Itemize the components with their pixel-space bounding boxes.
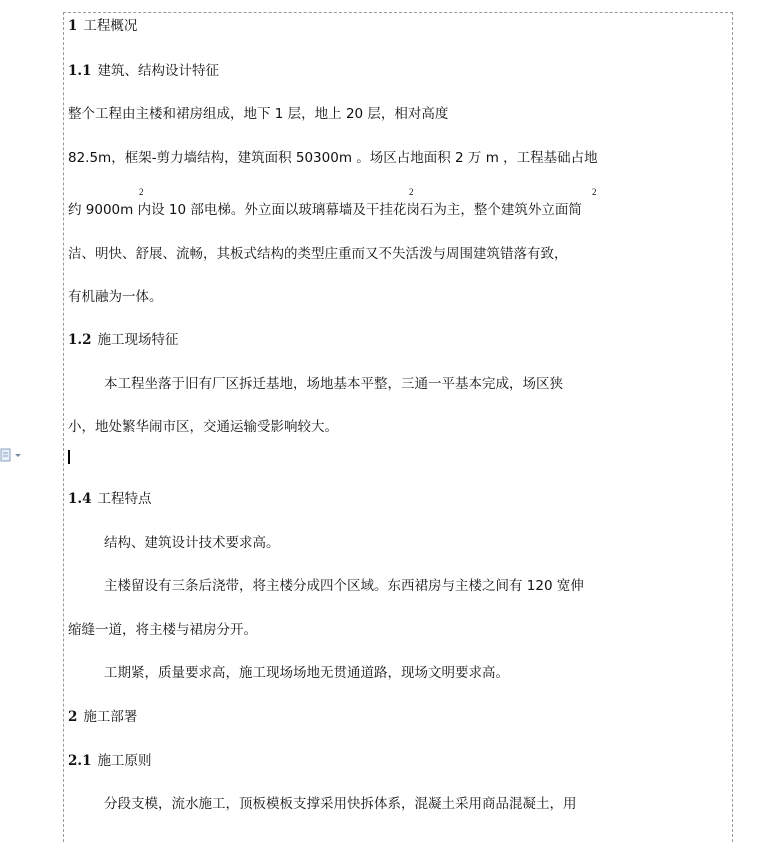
heading-number: 1.2	[68, 332, 92, 348]
paragraph-line: 洁、明快、舒展、流畅，其板式结构的类型庄重而又不失活泼与周围建筑错落有致，	[68, 246, 568, 262]
heading-number: 2	[68, 709, 78, 725]
heading-number: 1.1	[68, 63, 92, 79]
heading-number: 1.4	[68, 491, 92, 507]
paragraph-line: 缩缝一道，将主楼与裙房分开。	[68, 622, 257, 638]
paragraph-line: 工期紧，质量要求高，施工现场场地无贯通道路，现场文明要求高。	[104, 665, 509, 681]
heading-text: 施工原则	[97, 753, 152, 769]
heading-text: 建筑、结构设计特征	[97, 63, 219, 79]
superscript: 2	[592, 187, 597, 197]
paste-options-icon[interactable]	[0, 447, 24, 463]
paragraph-line: 约 9000m 内设 10 部电梯。外立面以玻璃幕墙及干挂花岗石为主，整个建筑外立面简	[68, 202, 582, 218]
heading-1-2	[68, 331, 179, 349]
heading-2	[68, 708, 137, 726]
text-cursor	[68, 450, 70, 464]
heading-text: 施工部署	[83, 709, 138, 725]
superscript: 2	[409, 187, 414, 197]
paragraph-line: 82.5m，框架-剪力墙结构，建筑面积 50300m 。场区占地面积 2 万 m ，工程基础占地	[68, 150, 598, 166]
heading-1-4	[68, 490, 152, 508]
heading-2-1	[68, 752, 152, 770]
paragraph-line: 主楼留设有三条后浇带，将主楼分成四个区域。东西裙房与主楼之间有 120 宽伸	[104, 578, 584, 594]
paragraph-line: 整个工程由主楼和裙房组成，地下 1 层，地上 20 层，相对高度	[68, 106, 449, 122]
paragraph-line: 结构、建筑设计技术要求高。	[104, 535, 280, 551]
heading-1-1	[68, 62, 219, 80]
paragraph-line: 分段支模，流水施工，顶板模板支撑采用快拆体系，混凝土采用商品混凝土，用	[104, 796, 577, 812]
heading-1	[68, 17, 137, 35]
superscript: 2	[139, 187, 144, 197]
paragraph-line: 有机融为一体。	[68, 289, 163, 305]
paragraph-line: 小，地处繁华闹市区，交通运输受影响较大。	[68, 419, 338, 435]
heading-text: 施工现场特征	[97, 332, 179, 348]
heading-text: 工程特点	[97, 491, 152, 507]
paragraph-line: 本工程坐落于旧有厂区拆迁基地，场地基本平整，三通一平基本完成，场区狭	[104, 376, 563, 392]
heading-number: 1	[68, 18, 78, 34]
heading-number: 2.1	[68, 753, 92, 769]
heading-text: 工程概况	[83, 18, 138, 34]
